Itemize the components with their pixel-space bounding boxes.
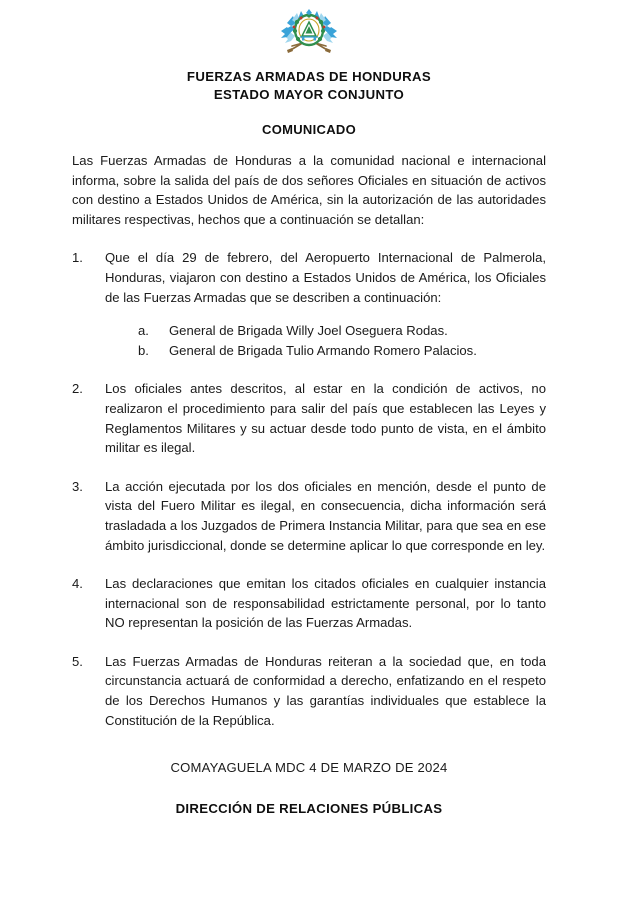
honduras-coat-of-arms-emblem: [277, 7, 341, 59]
emblem-container: [0, 0, 618, 61]
list-item-marker: 2.: [72, 381, 83, 397]
list-item: [72, 652, 546, 730]
list-item: [72, 379, 546, 457]
place-and-date: COMAYAGUELA MDC 4 DE MARZO DE 2024: [170, 760, 448, 776]
list-item-marker: 4.: [72, 576, 83, 592]
sub-list-item: [138, 341, 546, 361]
list-item-text: Que el día 29 de febrero, del Aeropuerto Internacional de Palmerola, Honduras, viajaron con destino a Estados Unidos de América, los Oficiales de las Fuerzas Armadas que se describen a continuación:: [105, 250, 546, 305]
document-body: [72, 137, 546, 816]
page-title: COMUNICADO: [262, 122, 356, 137]
sub-list-item-text: General de Brigada Willy Joel Oseguera Rodas.: [169, 323, 448, 339]
issuing-department: DIRECCIÓN DE RELACIONES PÚBLICAS: [175, 801, 443, 817]
sub-list-item-text: General de Brigada Tulio Armando Romero Palacios.: [169, 342, 477, 358]
list-item-marker: 3.: [72, 478, 83, 494]
list-item: [72, 574, 546, 633]
header-line-2: ESTADO MAYOR CONJUNTO: [213, 86, 405, 102]
list-item-text: Los oficiales antes descritos, al estar en la condición de activos, no realizaron el procedimiento para salir del país que establecen las Leyes y Reglamentos Militares y su actuar desde todo punto de vista, en el ámbito militar es ilegal.: [105, 381, 546, 456]
list-item-marker: 1.: [72, 250, 83, 266]
list-item: [72, 477, 546, 555]
document-header: [0, 68, 618, 103]
header-line-1: FUERZAS ARMADAS DE HONDURAS: [186, 69, 432, 84]
sub-list-item-marker: a.: [138, 323, 149, 339]
list-item: [72, 248, 546, 360]
list-item-text: Las declaraciones que emitan los citados oficiales en cualquier instancia internacional son de responsabilidad estrictamente personal, por lo tanto NO representan la posición de las Fuerzas Armadas.: [105, 576, 546, 631]
sub-list-item-marker: b.: [138, 342, 149, 358]
sub-list-item: [138, 321, 546, 341]
list-item-text: Las Fuerzas Armadas de Honduras reiteran a la sociedad que, en toda circunstancia actuará de conformidad a derecho, enfatizando en el respeto de los Derechos Humanos y las garantías individuales que establece la Constitución de la República.: [105, 653, 546, 728]
list-item-marker: 5.: [72, 653, 83, 669]
list-item-text: La acción ejecutada por los dos oficiales en mención, desde el punto de vista del Fuero Militar es ilegal, en consecuencia, dicha información será trasladada a los Juzgados de Primera Instancia Militar, para que sea en ese ámbito jurisdiccional, donde se determine aplicar lo que corresponde en ley.: [105, 478, 546, 553]
sub-list: [138, 321, 546, 360]
intro-paragraph: Las Fuerzas Armadas de Honduras a la comunidad nacional e internacional informa, sobre la salida del país de dos señores Oficiales en situación de activos con destino a Estados Unidos de América, sin la autorización de las autoridades militares respectivas, hechos que a continuación se detallan:: [72, 153, 546, 227]
numbered-list: [72, 248, 546, 730]
